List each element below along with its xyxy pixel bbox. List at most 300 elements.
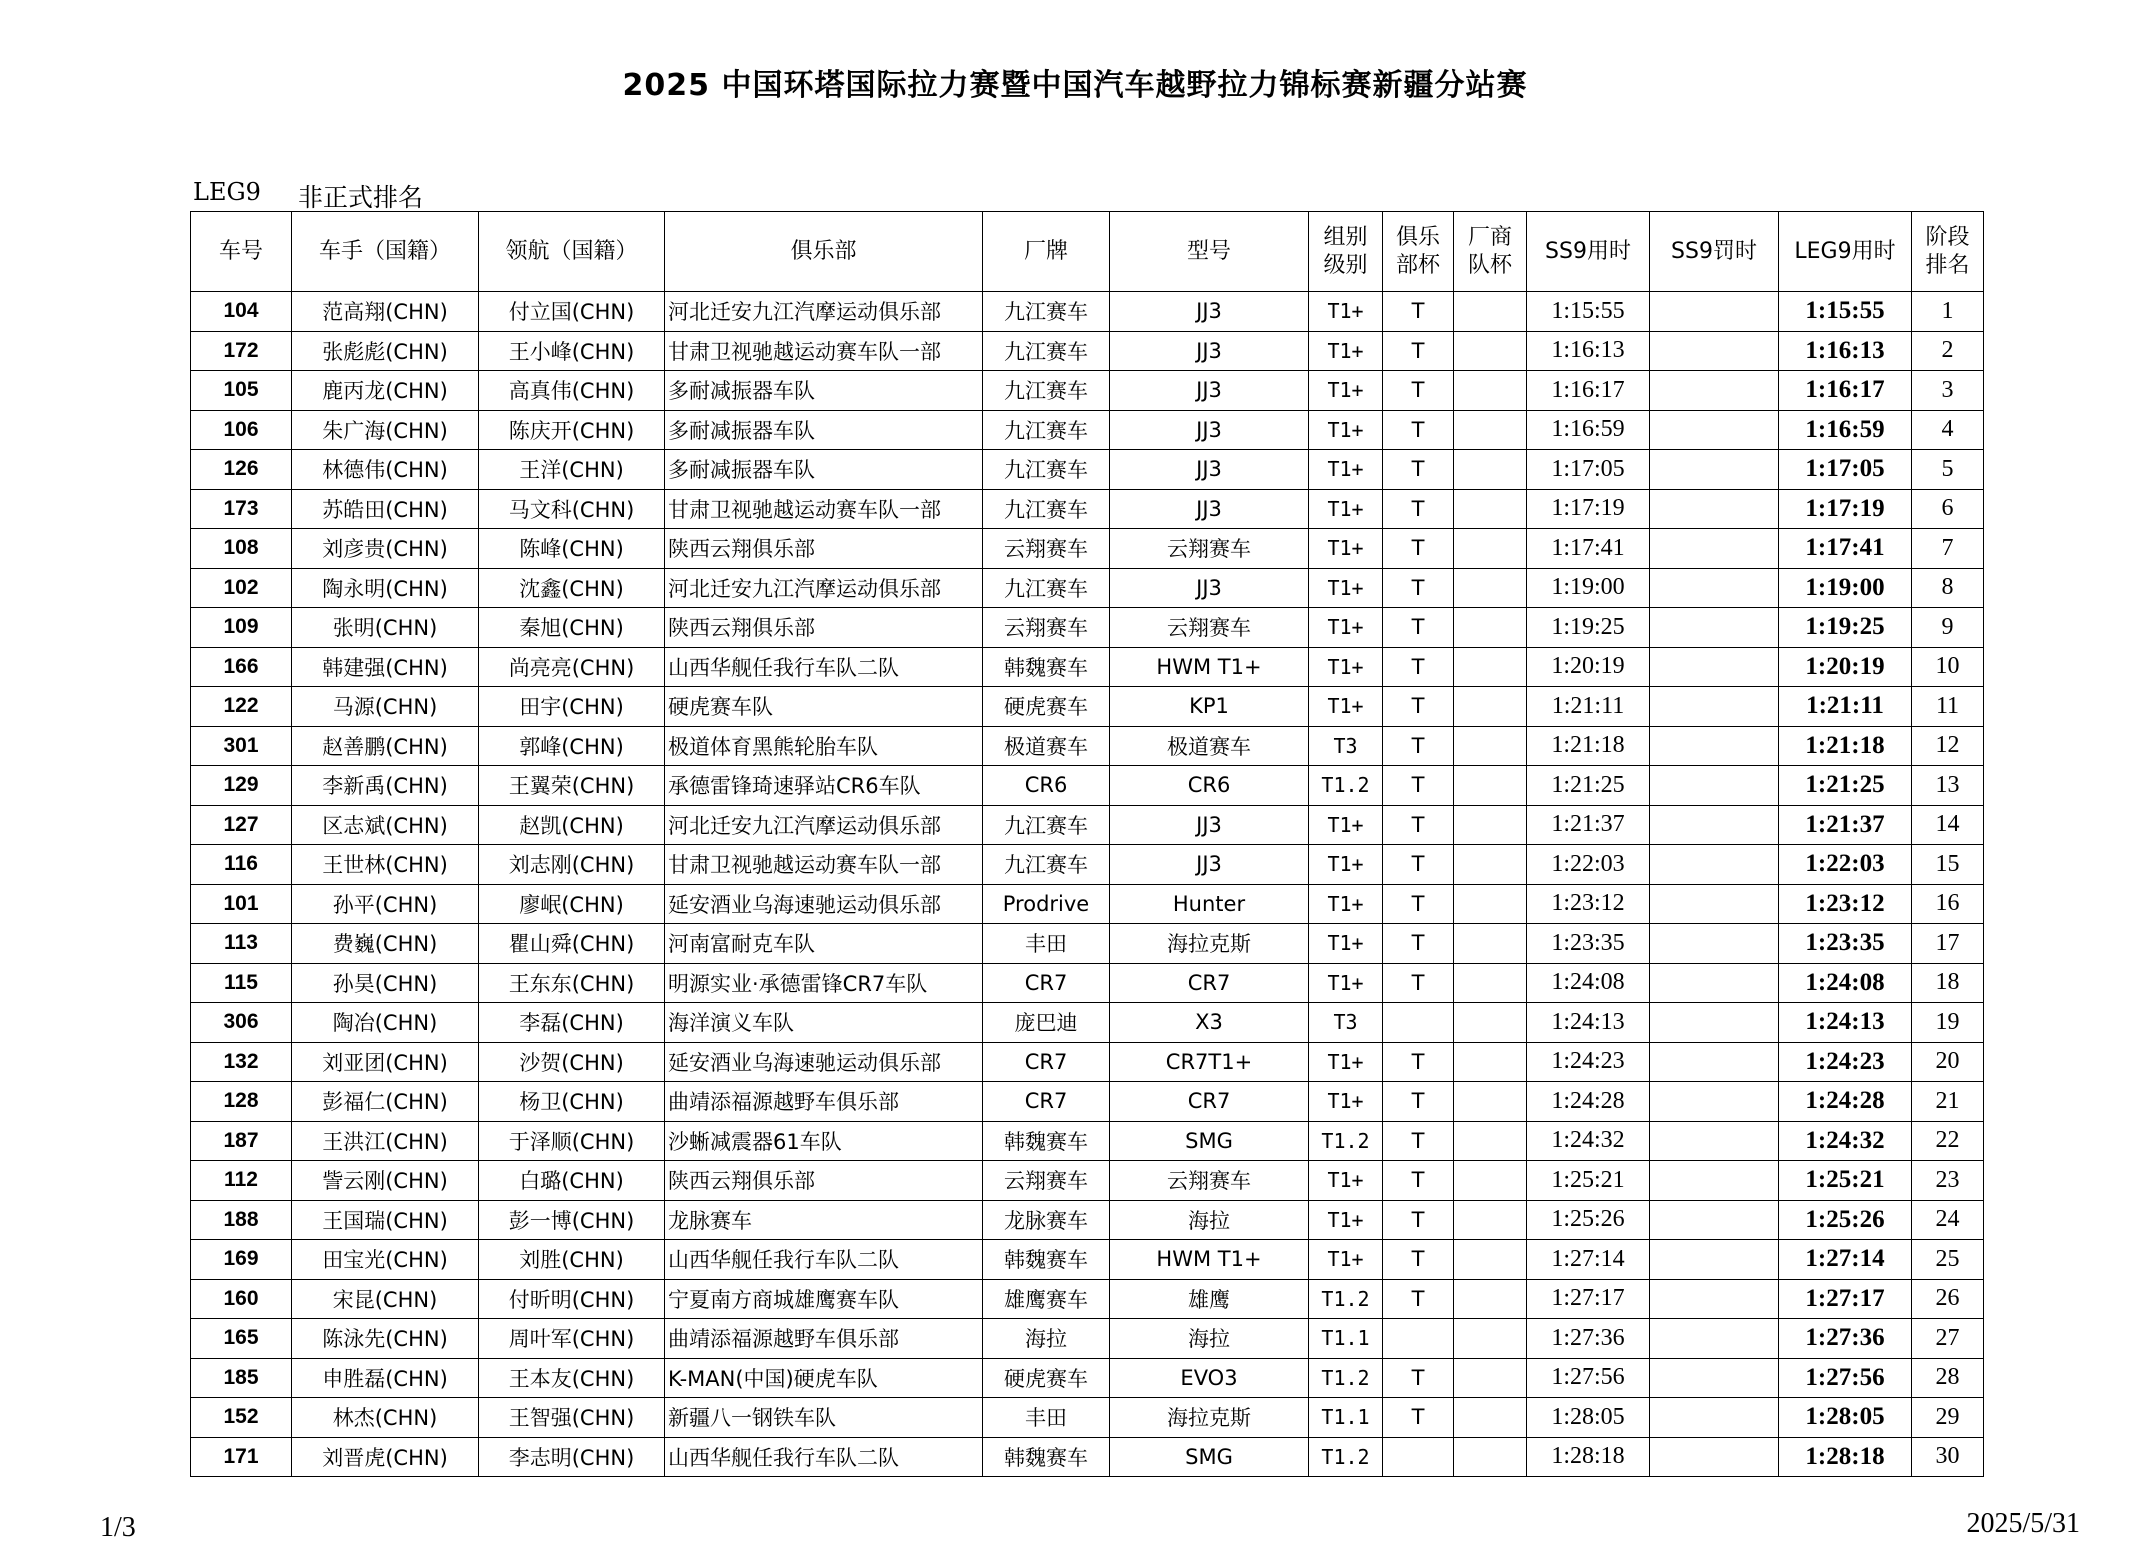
brand-cell: 九江赛车 [983, 410, 1110, 450]
manufacturer-cup-cell [1454, 608, 1527, 648]
ss9-penalty-cell [1650, 1240, 1779, 1280]
manufacturer-cup-cell [1454, 1082, 1527, 1122]
driver-name-cell: 李新禹(CHN) [292, 766, 479, 806]
club-cup-cell: T [1383, 845, 1454, 885]
table-row [191, 884, 1984, 924]
table-row [191, 608, 1984, 648]
club-name-cell: 龙脉赛车 [665, 1200, 983, 1240]
ss9-penalty-cell [1650, 1437, 1779, 1477]
car-number-cell: 128 [191, 1082, 292, 1122]
club-cup-cell: T [1383, 1121, 1454, 1161]
table-row [191, 845, 1984, 885]
club-cup-cell: T [1383, 568, 1454, 608]
car-number-cell: 306 [191, 1003, 292, 1043]
stage-rank-cell: 4 [1912, 410, 1984, 450]
manufacturer-cup-cell [1454, 410, 1527, 450]
codriver-name-cell: 田宇(CHN) [479, 687, 665, 727]
driver-name-cell: 訾云刚(CHN) [292, 1161, 479, 1201]
class-cell: T1+ [1309, 371, 1383, 411]
manufacturer-cup-cell [1454, 647, 1527, 687]
ss9-penalty-cell [1650, 1398, 1779, 1438]
ss9-time-cell: 1:15:55 [1527, 292, 1650, 332]
codriver-name-cell: 王小峰(CHN) [479, 331, 665, 371]
driver-name-cell: 张明(CHN) [292, 608, 479, 648]
driver-name-cell: 马源(CHN) [292, 687, 479, 727]
codriver-name-cell: 白璐(CHN) [479, 1161, 665, 1201]
class-cell: T1.1 [1309, 1319, 1383, 1359]
brand-cell: 海拉 [983, 1319, 1110, 1359]
brand-cell: 韩魏赛车 [983, 647, 1110, 687]
class-cell: T1+ [1309, 1161, 1383, 1201]
ss9-time-cell: 1:28:18 [1527, 1437, 1650, 1477]
ss9-penalty-cell [1650, 1161, 1779, 1201]
brand-cell: CR7 [983, 1042, 1110, 1082]
driver-name-cell: 田宝光(CHN) [292, 1240, 479, 1280]
leg9-time-cell: 1:27:36 [1779, 1319, 1912, 1359]
class-cell: T1.2 [1309, 1279, 1383, 1319]
table-row [191, 1279, 1984, 1319]
leg9-time-cell: 1:28:05 [1779, 1398, 1912, 1438]
model-cell: JJ3 [1110, 489, 1309, 529]
ss9-time-cell: 1:22:03 [1527, 845, 1650, 885]
codriver-name-cell: 于泽顺(CHN) [479, 1121, 665, 1161]
stage-rank-cell: 21 [1912, 1082, 1984, 1122]
car-number-cell: 116 [191, 845, 292, 885]
header-cell: LEG9用时 [1779, 212, 1912, 292]
ss9-penalty-cell [1650, 963, 1779, 1003]
ss9-penalty-cell [1650, 450, 1779, 490]
leg9-time-cell: 1:19:25 [1779, 608, 1912, 648]
stage-rank-cell: 17 [1912, 924, 1984, 964]
table-row [191, 1358, 1984, 1398]
class-cell: T1+ [1309, 884, 1383, 924]
car-number-cell: 188 [191, 1200, 292, 1240]
manufacturer-cup-cell [1454, 766, 1527, 806]
model-cell: 海拉 [1110, 1319, 1309, 1359]
leg9-time-cell: 1:20:19 [1779, 647, 1912, 687]
header-cell: 领航（国籍） [479, 212, 665, 292]
class-cell: T1+ [1309, 1042, 1383, 1082]
header-cell: 厂牌 [983, 212, 1110, 292]
leg9-time-cell: 1:24:08 [1779, 963, 1912, 1003]
car-number-cell: 102 [191, 568, 292, 608]
ss9-time-cell: 1:17:41 [1527, 529, 1650, 569]
codriver-name-cell: 陈峰(CHN) [479, 529, 665, 569]
brand-cell: 硬虎赛车 [983, 687, 1110, 727]
club-name-cell: 承德雷锋琦速驿站CR6车队 [665, 766, 983, 806]
codriver-name-cell: 王本友(CHN) [479, 1358, 665, 1398]
ranking-subtitle: 非正式排名 [298, 183, 424, 212]
stage-rank-cell: 24 [1912, 1200, 1984, 1240]
manufacturer-cup-cell [1454, 489, 1527, 529]
manufacturer-cup-cell [1454, 1003, 1527, 1043]
club-name-cell: 甘肃卫视驰越运动赛车队一部 [665, 489, 983, 529]
table-row [191, 726, 1984, 766]
driver-name-cell: 陈泳先(CHN) [292, 1319, 479, 1359]
ss9-penalty-cell [1650, 292, 1779, 332]
club-cup-cell: T [1383, 1082, 1454, 1122]
page-number: 1/3 [100, 1512, 136, 1543]
driver-name-cell: 朱广海(CHN) [292, 410, 479, 450]
brand-cell: 九江赛车 [983, 805, 1110, 845]
codriver-name-cell: 沈鑫(CHN) [479, 568, 665, 608]
stage-rank-cell: 26 [1912, 1279, 1984, 1319]
leg9-time-cell: 1:19:00 [1779, 568, 1912, 608]
table-row [191, 1319, 1984, 1359]
table-row [191, 647, 1984, 687]
ss9-penalty-cell [1650, 1279, 1779, 1319]
manufacturer-cup-cell [1454, 924, 1527, 964]
driver-name-cell: 费巍(CHN) [292, 924, 479, 964]
driver-name-cell: 陶永明(CHN) [292, 568, 479, 608]
model-cell: JJ3 [1110, 805, 1309, 845]
driver-name-cell: 陶冶(CHN) [292, 1003, 479, 1043]
brand-cell: 极道赛车 [983, 726, 1110, 766]
model-cell: 海拉克斯 [1110, 924, 1309, 964]
class-cell: T3 [1309, 1003, 1383, 1043]
class-cell: T1+ [1309, 529, 1383, 569]
leg9-time-cell: 1:24:13 [1779, 1003, 1912, 1043]
leg9-time-cell: 1:27:56 [1779, 1358, 1912, 1398]
leg9-time-cell: 1:21:25 [1779, 766, 1912, 806]
header-cell: 车手（国籍） [292, 212, 479, 292]
header-cell: 俱乐部 [665, 212, 983, 292]
table-row [191, 1161, 1984, 1201]
table-row [191, 1121, 1984, 1161]
brand-cell: 九江赛车 [983, 450, 1110, 490]
header-cell: 车号 [191, 212, 292, 292]
club-name-cell: 陕西云翔俱乐部 [665, 1161, 983, 1201]
stage-rank-cell: 15 [1912, 845, 1984, 885]
manufacturer-cup-cell [1454, 1358, 1527, 1398]
club-cup-cell [1383, 1437, 1454, 1477]
codriver-name-cell: 秦旭(CHN) [479, 608, 665, 648]
ss9-penalty-cell [1650, 687, 1779, 727]
brand-cell: 九江赛车 [983, 292, 1110, 332]
table-row [191, 1437, 1984, 1477]
driver-name-cell: 刘彦贵(CHN) [292, 529, 479, 569]
car-number-cell: 113 [191, 924, 292, 964]
leg9-time-cell: 1:28:18 [1779, 1437, 1912, 1477]
model-cell: JJ3 [1110, 568, 1309, 608]
club-cup-cell: T [1383, 1200, 1454, 1240]
driver-name-cell: 林德伟(CHN) [292, 450, 479, 490]
ss9-time-cell: 1:19:25 [1527, 608, 1650, 648]
model-cell: HWM T1+ [1110, 1240, 1309, 1280]
club-cup-cell: T [1383, 726, 1454, 766]
print-date: 2025/5/31 [1966, 1508, 2080, 1539]
model-cell: SMG [1110, 1121, 1309, 1161]
leg9-time-cell: 1:24:28 [1779, 1082, 1912, 1122]
ss9-time-cell: 1:21:37 [1527, 805, 1650, 845]
codriver-name-cell: 彭一博(CHN) [479, 1200, 665, 1240]
club-cup-cell: T [1383, 489, 1454, 529]
codriver-name-cell: 王东东(CHN) [479, 963, 665, 1003]
manufacturer-cup-cell [1454, 371, 1527, 411]
club-name-cell: 延安酒业乌海速驰运动俱乐部 [665, 1042, 983, 1082]
stage-rank-cell: 13 [1912, 766, 1984, 806]
car-number-cell: 105 [191, 371, 292, 411]
leg9-time-cell: 1:17:05 [1779, 450, 1912, 490]
table-row [191, 410, 1984, 450]
header-cell: SS9用时 [1527, 212, 1650, 292]
club-name-cell: 宁夏南方商城雄鹰赛车队 [665, 1279, 983, 1319]
ss9-penalty-cell [1650, 568, 1779, 608]
table-row [191, 489, 1984, 529]
car-number-cell: 108 [191, 529, 292, 569]
brand-cell: CR7 [983, 963, 1110, 1003]
ss9-penalty-cell [1650, 1358, 1779, 1398]
table-row [191, 1200, 1984, 1240]
car-number-cell: 112 [191, 1161, 292, 1201]
ss9-time-cell: 1:27:17 [1527, 1279, 1650, 1319]
manufacturer-cup-cell [1454, 1279, 1527, 1319]
car-number-cell: 104 [191, 292, 292, 332]
codriver-name-cell: 赵凯(CHN) [479, 805, 665, 845]
class-cell: T1+ [1309, 450, 1383, 490]
header-cell: 阶段 排名 [1912, 212, 1984, 292]
club-name-cell: 甘肃卫视驰越运动赛车队一部 [665, 331, 983, 371]
brand-cell: 雄鹰赛车 [983, 1279, 1110, 1319]
document-title: 2025 中国环塔国际拉力赛暨中国汽车越野拉力锦标赛新疆分站赛 [622, 68, 1528, 103]
brand-cell: 韩魏赛车 [983, 1121, 1110, 1161]
brand-cell: 九江赛车 [983, 568, 1110, 608]
ss9-time-cell: 1:16:59 [1527, 410, 1650, 450]
driver-name-cell: 王洪江(CHN) [292, 1121, 479, 1161]
club-cup-cell: T [1383, 1398, 1454, 1438]
club-cup-cell: T [1383, 608, 1454, 648]
class-cell: T1+ [1309, 1240, 1383, 1280]
driver-name-cell: 刘晋虎(CHN) [292, 1437, 479, 1477]
driver-name-cell: 苏皓田(CHN) [292, 489, 479, 529]
stage-rank-cell: 23 [1912, 1161, 1984, 1201]
table-row [191, 1082, 1984, 1122]
leg9-time-cell: 1:24:23 [1779, 1042, 1912, 1082]
car-number-cell: 132 [191, 1042, 292, 1082]
codriver-name-cell: 李磊(CHN) [479, 1003, 665, 1043]
model-cell: SMG [1110, 1437, 1309, 1477]
ss9-penalty-cell [1650, 1042, 1779, 1082]
car-number-cell: 106 [191, 410, 292, 450]
class-cell: T1.2 [1309, 1121, 1383, 1161]
stage-rank-cell: 28 [1912, 1358, 1984, 1398]
leg9-time-cell: 1:22:03 [1779, 845, 1912, 885]
stage-rank-cell: 6 [1912, 489, 1984, 529]
car-number-cell: 115 [191, 963, 292, 1003]
codriver-name-cell: 刘志刚(CHN) [479, 845, 665, 885]
codriver-name-cell: 杨卫(CHN) [479, 1082, 665, 1122]
club-cup-cell: T [1383, 410, 1454, 450]
ss9-time-cell: 1:25:26 [1527, 1200, 1650, 1240]
manufacturer-cup-cell [1454, 529, 1527, 569]
class-cell: T1.2 [1309, 1437, 1383, 1477]
manufacturer-cup-cell [1454, 1240, 1527, 1280]
club-cup-cell: T [1383, 1161, 1454, 1201]
stage-rank-cell: 27 [1912, 1319, 1984, 1359]
leg9-time-cell: 1:27:17 [1779, 1279, 1912, 1319]
ss9-penalty-cell [1650, 845, 1779, 885]
leg9-time-cell: 1:25:21 [1779, 1161, 1912, 1201]
table-row [191, 924, 1984, 964]
ss9-time-cell: 1:23:35 [1527, 924, 1650, 964]
manufacturer-cup-cell [1454, 1437, 1527, 1477]
model-cell: KP1 [1110, 687, 1309, 727]
club-cup-cell: T [1383, 924, 1454, 964]
car-number-cell: 122 [191, 687, 292, 727]
ss9-time-cell: 1:24:32 [1527, 1121, 1650, 1161]
ss9-time-cell: 1:24:13 [1527, 1003, 1650, 1043]
ss9-time-cell: 1:21:25 [1527, 766, 1650, 806]
table-row [191, 371, 1984, 411]
model-cell: JJ3 [1110, 450, 1309, 490]
class-cell: T1+ [1309, 687, 1383, 727]
header-cell: 型号 [1110, 212, 1309, 292]
driver-name-cell: 彭福仁(CHN) [292, 1082, 479, 1122]
manufacturer-cup-cell [1454, 805, 1527, 845]
header-row [191, 212, 1984, 292]
class-cell: T1+ [1309, 292, 1383, 332]
class-cell: T1+ [1309, 568, 1383, 608]
manufacturer-cup-cell [1454, 1319, 1527, 1359]
table-row [191, 529, 1984, 569]
driver-name-cell: 张彪彪(CHN) [292, 331, 479, 371]
car-number-cell: 171 [191, 1437, 292, 1477]
table-row [191, 1240, 1984, 1280]
leg9-time-cell: 1:21:11 [1779, 687, 1912, 727]
ss9-time-cell: 1:24:28 [1527, 1082, 1650, 1122]
model-cell: JJ3 [1110, 410, 1309, 450]
table-row [191, 331, 1984, 371]
ss9-penalty-cell [1650, 1200, 1779, 1240]
stage-rank-cell: 20 [1912, 1042, 1984, 1082]
driver-name-cell: 申胜磊(CHN) [292, 1358, 479, 1398]
model-cell: CR7 [1110, 1082, 1309, 1122]
table-row [191, 687, 1984, 727]
class-cell: T1+ [1309, 1200, 1383, 1240]
stage-rank-cell: 19 [1912, 1003, 1984, 1043]
stage-rank-cell: 8 [1912, 568, 1984, 608]
ss9-penalty-cell [1650, 1319, 1779, 1359]
class-cell: T1+ [1309, 489, 1383, 529]
codriver-name-cell: 郭峰(CHN) [479, 726, 665, 766]
codriver-name-cell: 李志明(CHN) [479, 1437, 665, 1477]
codriver-name-cell: 尚亮亮(CHN) [479, 647, 665, 687]
class-cell: T3 [1309, 726, 1383, 766]
car-number-cell: 152 [191, 1398, 292, 1438]
class-cell: T1+ [1309, 410, 1383, 450]
model-cell: JJ3 [1110, 331, 1309, 371]
stage-rank-cell: 14 [1912, 805, 1984, 845]
brand-cell: 庞巴迪 [983, 1003, 1110, 1043]
club-cup-cell: T [1383, 805, 1454, 845]
manufacturer-cup-cell [1454, 1398, 1527, 1438]
ss9-time-cell: 1:27:36 [1527, 1319, 1650, 1359]
ss9-time-cell: 1:16:13 [1527, 331, 1650, 371]
class-cell: T1+ [1309, 647, 1383, 687]
model-cell: CR7 [1110, 963, 1309, 1003]
leg9-time-cell: 1:17:41 [1779, 529, 1912, 569]
brand-cell: 云翔赛车 [983, 529, 1110, 569]
stage-rank-cell: 16 [1912, 884, 1984, 924]
leg9-time-cell: 1:17:19 [1779, 489, 1912, 529]
class-cell: T1+ [1309, 805, 1383, 845]
club-name-cell: 多耐减振器车队 [665, 410, 983, 450]
codriver-name-cell: 周叶军(CHN) [479, 1319, 665, 1359]
leg9-time-cell: 1:23:12 [1779, 884, 1912, 924]
header-cell: 厂商 队杯 [1454, 212, 1527, 292]
ss9-penalty-cell [1650, 489, 1779, 529]
manufacturer-cup-cell [1454, 292, 1527, 332]
ss9-penalty-cell [1650, 371, 1779, 411]
car-number-cell: 126 [191, 450, 292, 490]
brand-cell: 九江赛车 [983, 331, 1110, 371]
stage-rank-cell: 18 [1912, 963, 1984, 1003]
manufacturer-cup-cell [1454, 1042, 1527, 1082]
ss9-time-cell: 1:23:12 [1527, 884, 1650, 924]
leg9-time-cell: 1:25:26 [1779, 1200, 1912, 1240]
club-name-cell: 河南富耐克车队 [665, 924, 983, 964]
club-name-cell: 海洋演义车队 [665, 1003, 983, 1043]
leg9-time-cell: 1:21:37 [1779, 805, 1912, 845]
codriver-name-cell: 王洋(CHN) [479, 450, 665, 490]
model-cell: EVO3 [1110, 1358, 1309, 1398]
ss9-time-cell: 1:16:17 [1527, 371, 1650, 411]
table-row [191, 805, 1984, 845]
club-cup-cell: T [1383, 529, 1454, 569]
brand-cell: 硬虎赛车 [983, 1358, 1110, 1398]
results-table [190, 211, 1984, 1477]
table-row [191, 1042, 1984, 1082]
club-name-cell: 陕西云翔俱乐部 [665, 608, 983, 648]
table-row [191, 766, 1984, 806]
club-cup-cell: T [1383, 1358, 1454, 1398]
codriver-name-cell: 王翼荣(CHN) [479, 766, 665, 806]
codriver-name-cell: 付昕明(CHN) [479, 1279, 665, 1319]
stage-rank-cell: 25 [1912, 1240, 1984, 1280]
car-number-cell: 101 [191, 884, 292, 924]
leg9-time-cell: 1:16:17 [1779, 371, 1912, 411]
club-name-cell: 河北迁安九江汽摩运动俱乐部 [665, 805, 983, 845]
ss9-penalty-cell [1650, 924, 1779, 964]
stage-rank-cell: 30 [1912, 1437, 1984, 1477]
brand-cell: Prodrive [983, 884, 1110, 924]
leg9-time-cell: 1:27:14 [1779, 1240, 1912, 1280]
leg9-time-cell: 1:16:13 [1779, 331, 1912, 371]
driver-name-cell: 韩建强(CHN) [292, 647, 479, 687]
driver-name-cell: 赵善鹏(CHN) [292, 726, 479, 766]
stage-rank-cell: 12 [1912, 726, 1984, 766]
class-cell: T1+ [1309, 845, 1383, 885]
car-number-cell: 185 [191, 1358, 292, 1398]
ss9-time-cell: 1:19:00 [1527, 568, 1650, 608]
manufacturer-cup-cell [1454, 884, 1527, 924]
model-cell: Hunter [1110, 884, 1309, 924]
ss9-time-cell: 1:27:14 [1527, 1240, 1650, 1280]
ss9-time-cell: 1:17:05 [1527, 450, 1650, 490]
stage-rank-cell: 3 [1912, 371, 1984, 411]
club-cup-cell: T [1383, 647, 1454, 687]
manufacturer-cup-cell [1454, 568, 1527, 608]
manufacturer-cup-cell [1454, 845, 1527, 885]
leg-label: LEG9 [193, 178, 261, 206]
codriver-name-cell: 沙贺(CHN) [479, 1042, 665, 1082]
model-cell: 海拉克斯 [1110, 1398, 1309, 1438]
brand-cell: CR7 [983, 1082, 1110, 1122]
club-name-cell: 甘肃卫视驰越运动赛车队一部 [665, 845, 983, 885]
stage-rank-cell: 2 [1912, 331, 1984, 371]
leg9-time-cell: 1:15:55 [1779, 292, 1912, 332]
ss9-time-cell: 1:17:19 [1527, 489, 1650, 529]
